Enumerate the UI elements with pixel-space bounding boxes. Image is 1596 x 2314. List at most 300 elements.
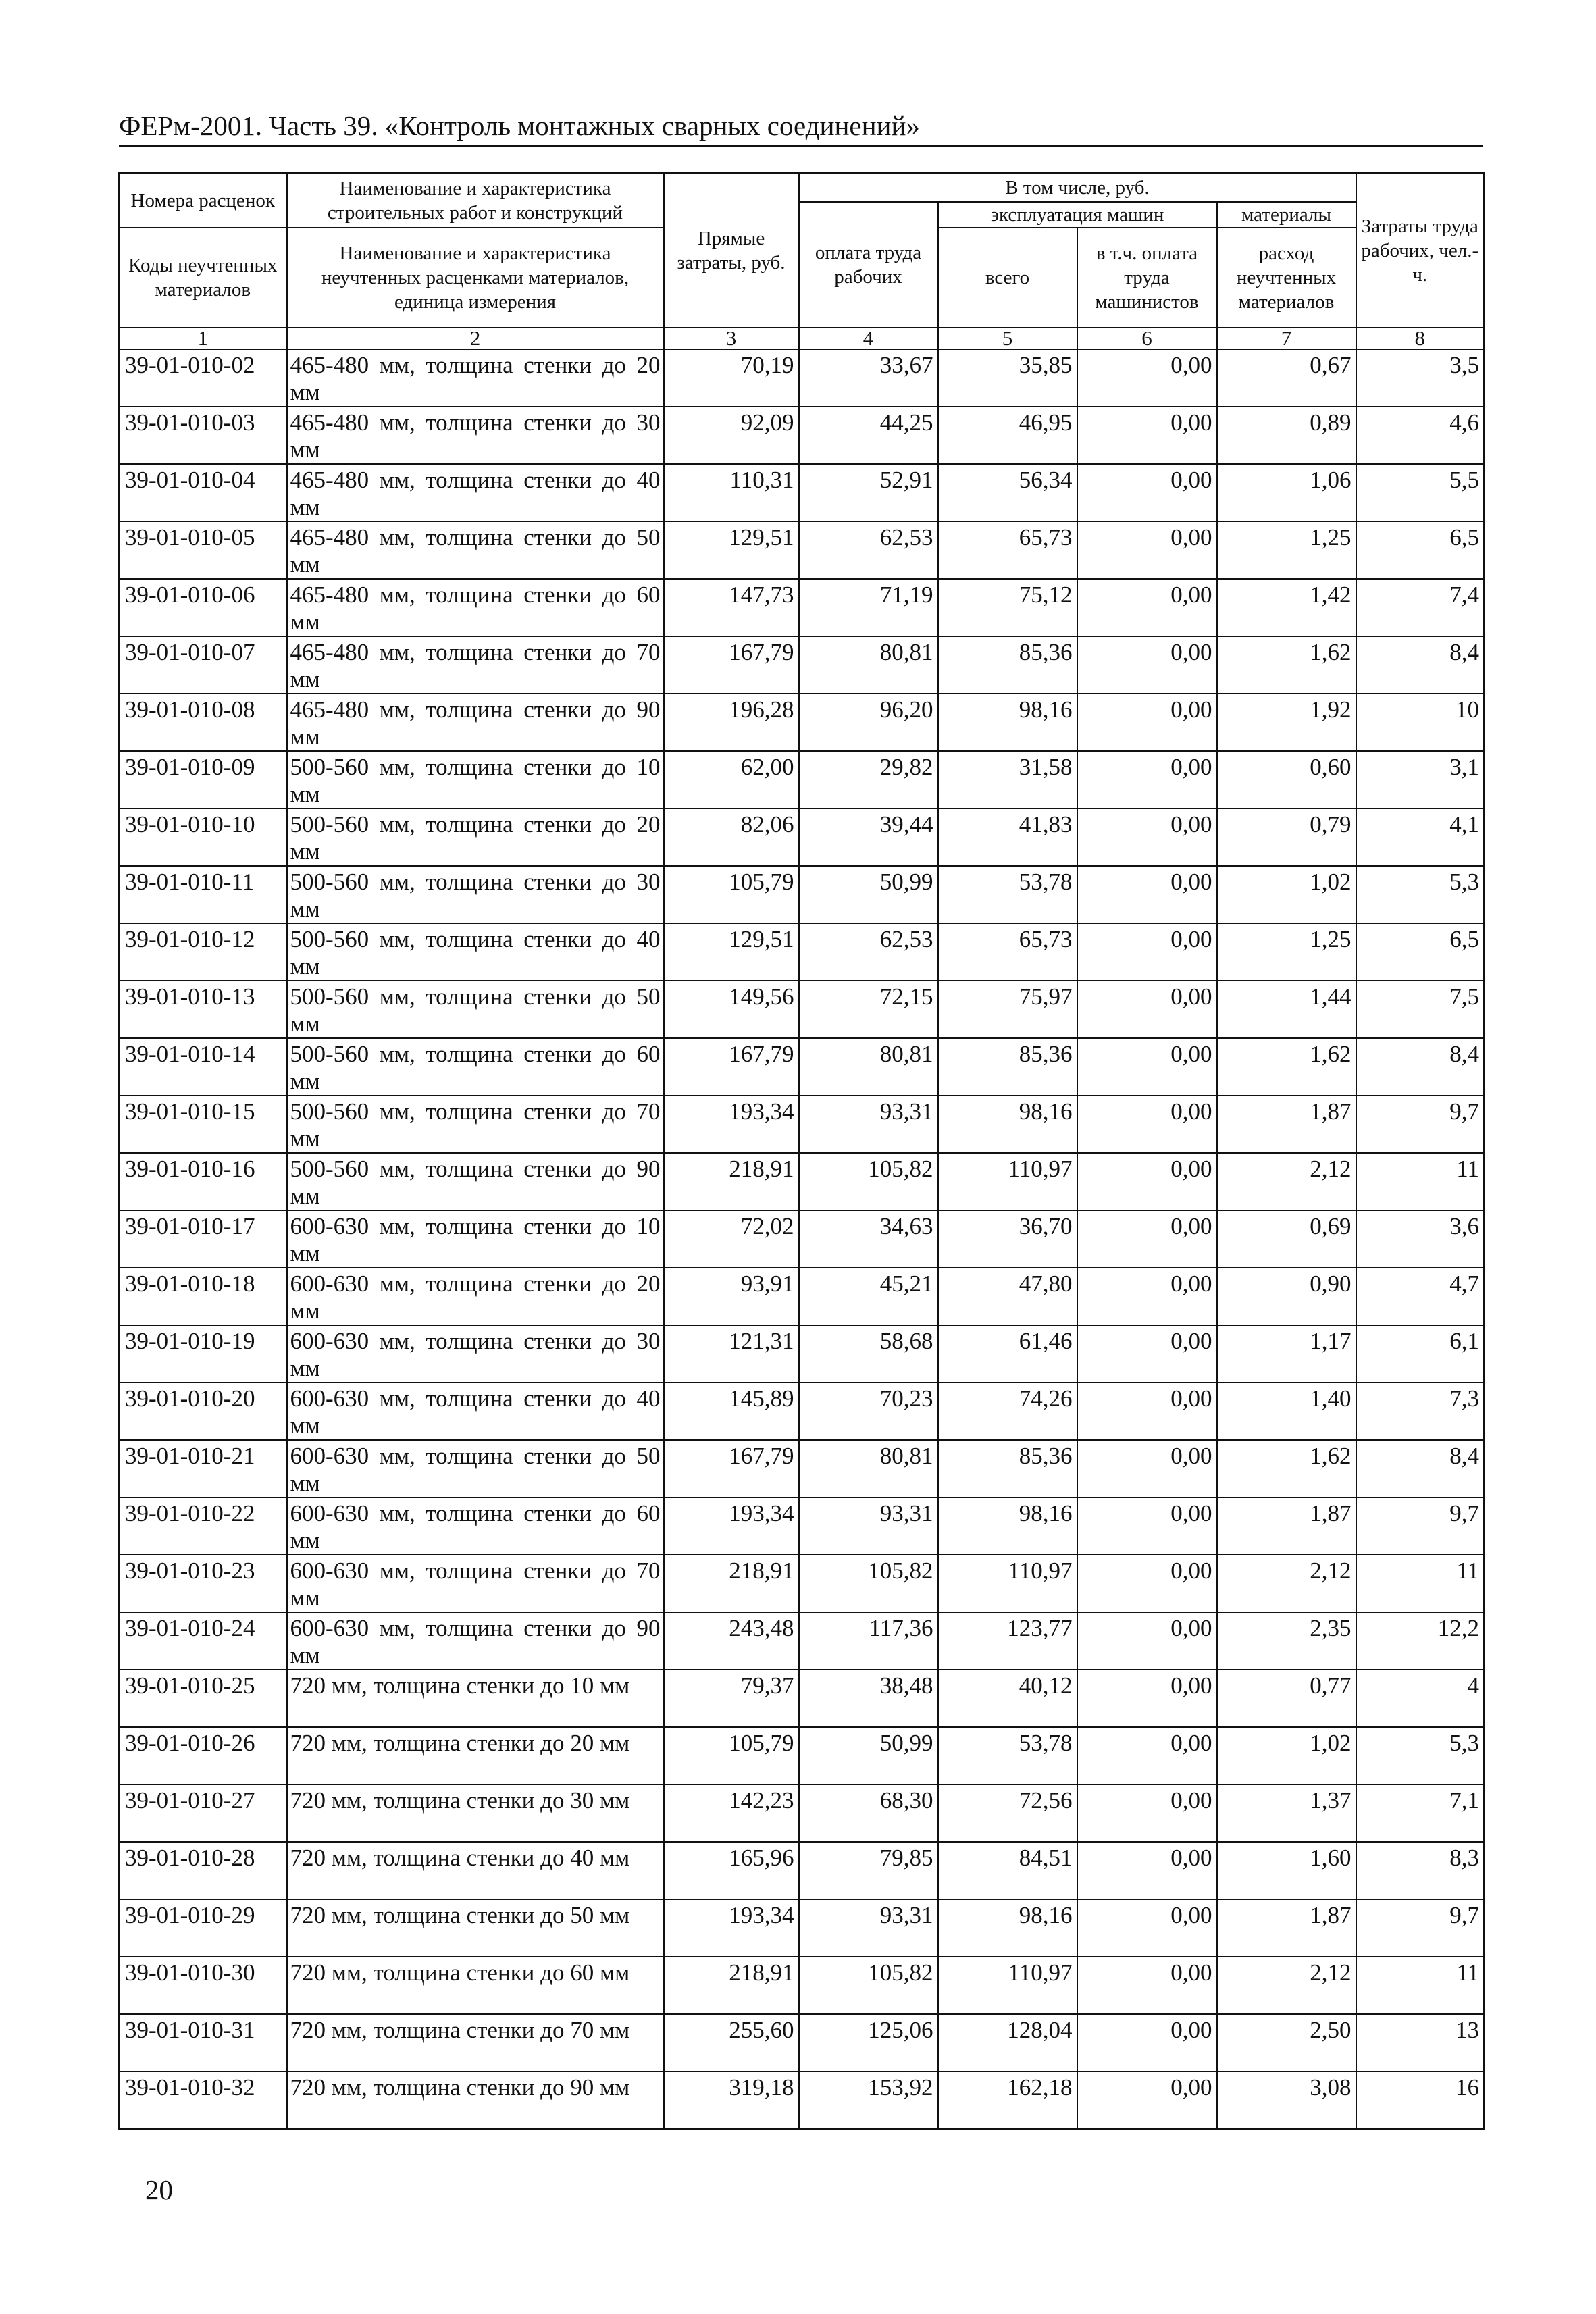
column-number: 1 bbox=[119, 328, 287, 349]
labor-pay-cell: 105,82 bbox=[799, 1555, 938, 1612]
direct-costs-cell: 193,34 bbox=[664, 1899, 799, 1957]
operator-pay-cell: 0,00 bbox=[1077, 1612, 1217, 1670]
direct-costs-cell: 142,23 bbox=[664, 1784, 799, 1842]
work-description-cell: 500-560 мм, толщина стенки до 50 мм bbox=[287, 981, 664, 1038]
table-row bbox=[119, 1784, 1485, 1842]
direct-costs-cell: 79,37 bbox=[664, 1670, 799, 1727]
machines-total-cell: 36,70 bbox=[938, 1210, 1077, 1268]
labor-hours-cell: 11 bbox=[1356, 1957, 1485, 2014]
price-table bbox=[118, 172, 1485, 2130]
table-row bbox=[119, 1497, 1485, 1555]
machines-total-cell: 74,26 bbox=[938, 1383, 1077, 1440]
machines-total-cell: 98,16 bbox=[938, 1497, 1077, 1555]
rate-code-cell: 39-01-010-15 bbox=[119, 1096, 287, 1153]
labor-hours-cell: 3,6 bbox=[1356, 1210, 1485, 1268]
rate-code-cell: 39-01-010-03 bbox=[119, 407, 287, 464]
work-description-cell: 500-560 мм, толщина стенки до 20 мм bbox=[287, 808, 664, 866]
head-rate-numbers: Номера расценок bbox=[119, 174, 287, 228]
machines-total-cell: 98,16 bbox=[938, 1096, 1077, 1153]
rate-code-cell: 39-01-010-20 bbox=[119, 1383, 287, 1440]
materials-cell: 1,87 bbox=[1217, 1096, 1356, 1153]
machines-total-cell: 123,77 bbox=[938, 1612, 1077, 1670]
table-row bbox=[119, 579, 1485, 636]
labor-pay-cell: 80,81 bbox=[799, 1038, 938, 1096]
operator-pay-cell: 0,00 bbox=[1077, 349, 1217, 407]
materials-cell: 1,62 bbox=[1217, 636, 1356, 694]
work-description-cell: 720 мм, толщина стенки до 30 мм bbox=[287, 1784, 664, 1842]
rate-code-cell: 39-01-010-04 bbox=[119, 464, 287, 521]
rate-code-cell: 39-01-010-07 bbox=[119, 636, 287, 694]
labor-hours-cell: 6,1 bbox=[1356, 1325, 1485, 1383]
labor-pay-cell: 72,15 bbox=[799, 981, 938, 1038]
rate-code-cell: 39-01-010-18 bbox=[119, 1268, 287, 1325]
work-description-cell: 500-560 мм, толщина стенки до 70 мм bbox=[287, 1096, 664, 1153]
head-labor-hours: Затраты труда рабочих, чел.-ч. bbox=[1356, 174, 1485, 328]
direct-costs-cell: 193,34 bbox=[664, 1497, 799, 1555]
direct-costs-cell: 193,34 bbox=[664, 1096, 799, 1153]
labor-pay-cell: 79,85 bbox=[799, 1842, 938, 1899]
operator-pay-cell: 0,00 bbox=[1077, 1957, 1217, 2014]
table-row bbox=[119, 349, 1485, 407]
column-number: 7 bbox=[1217, 328, 1356, 349]
column-number: 2 bbox=[287, 328, 664, 349]
direct-costs-cell: 105,79 bbox=[664, 1727, 799, 1784]
head-unaccounted-materials-use: расход неучтенных материалов bbox=[1217, 228, 1356, 328]
table-row bbox=[119, 1670, 1485, 1727]
machines-total-cell: 61,46 bbox=[938, 1325, 1077, 1383]
machines-total-cell: 75,12 bbox=[938, 579, 1077, 636]
rate-code-cell: 39-01-010-30 bbox=[119, 1957, 287, 2014]
labor-pay-cell: 70,23 bbox=[799, 1383, 938, 1440]
direct-costs-cell: 70,19 bbox=[664, 349, 799, 407]
machines-total-cell: 65,73 bbox=[938, 521, 1077, 579]
head-materials: материалы bbox=[1217, 202, 1356, 228]
labor-hours-cell: 8,4 bbox=[1356, 1440, 1485, 1497]
labor-pay-cell: 39,44 bbox=[799, 808, 938, 866]
direct-costs-cell: 218,91 bbox=[664, 1555, 799, 1612]
labor-hours-cell: 10 bbox=[1356, 694, 1485, 751]
table-row bbox=[119, 1210, 1485, 1268]
table-row bbox=[119, 1383, 1485, 1440]
rate-code-cell: 39-01-010-22 bbox=[119, 1497, 287, 1555]
labor-hours-cell: 7,1 bbox=[1356, 1784, 1485, 1842]
labor-hours-cell: 3,1 bbox=[1356, 751, 1485, 808]
head-machines-total: всего bbox=[938, 228, 1077, 328]
head-labor-pay: оплата труда рабочих bbox=[799, 202, 938, 328]
rate-code-cell: 39-01-010-26 bbox=[119, 1727, 287, 1784]
operator-pay-cell: 0,00 bbox=[1077, 1383, 1217, 1440]
materials-cell: 1,42 bbox=[1217, 579, 1356, 636]
labor-pay-cell: 29,82 bbox=[799, 751, 938, 808]
operator-pay-cell: 0,00 bbox=[1077, 2072, 1217, 2129]
work-description-cell: 600-630 мм, толщина стенки до 90 мм bbox=[287, 1612, 664, 1670]
machines-total-cell: 110,97 bbox=[938, 1555, 1077, 1612]
labor-hours-cell: 11 bbox=[1356, 1555, 1485, 1612]
labor-pay-cell: 34,63 bbox=[799, 1210, 938, 1268]
work-description-cell: 465-480 мм, толщина стенки до 90 мм bbox=[287, 694, 664, 751]
labor-hours-cell: 5,5 bbox=[1356, 464, 1485, 521]
labor-pay-cell: 62,53 bbox=[799, 923, 938, 981]
rate-code-cell: 39-01-010-05 bbox=[119, 521, 287, 579]
rate-code-cell: 39-01-010-32 bbox=[119, 2072, 287, 2129]
materials-cell: 0,77 bbox=[1217, 1670, 1356, 1727]
operator-pay-cell: 0,00 bbox=[1077, 1497, 1217, 1555]
materials-cell: 3,08 bbox=[1217, 2072, 1356, 2129]
materials-cell: 2,12 bbox=[1217, 1555, 1356, 1612]
work-description-cell: 600-630 мм, толщина стенки до 70 мм bbox=[287, 1555, 664, 1612]
machines-total-cell: 98,16 bbox=[938, 1899, 1077, 1957]
operator-pay-cell: 0,00 bbox=[1077, 1038, 1217, 1096]
machines-total-cell: 98,16 bbox=[938, 694, 1077, 751]
labor-pay-cell: 62,53 bbox=[799, 521, 938, 579]
rate-code-cell: 39-01-010-23 bbox=[119, 1555, 287, 1612]
labor-hours-cell: 4,1 bbox=[1356, 808, 1485, 866]
materials-cell: 1,44 bbox=[1217, 981, 1356, 1038]
labor-hours-cell: 3,5 bbox=[1356, 349, 1485, 407]
labor-pay-cell: 125,06 bbox=[799, 2014, 938, 2072]
labor-pay-cell: 80,81 bbox=[799, 1440, 938, 1497]
materials-cell: 0,90 bbox=[1217, 1268, 1356, 1325]
table-row bbox=[119, 1899, 1485, 1957]
operator-pay-cell: 0,00 bbox=[1077, 1325, 1217, 1383]
labor-hours-cell: 16 bbox=[1356, 2072, 1485, 2129]
rate-code-cell: 39-01-010-14 bbox=[119, 1038, 287, 1096]
labor-pay-cell: 68,30 bbox=[799, 1784, 938, 1842]
labor-hours-cell: 11 bbox=[1356, 1153, 1485, 1210]
direct-costs-cell: 167,79 bbox=[664, 1440, 799, 1497]
column-number: 8 bbox=[1356, 328, 1485, 349]
materials-cell: 2,35 bbox=[1217, 1612, 1356, 1670]
table-row bbox=[119, 521, 1485, 579]
table-row bbox=[119, 1325, 1485, 1383]
machines-total-cell: 65,73 bbox=[938, 923, 1077, 981]
head-unaccounted-material-codes: Коды неучтенных материалов bbox=[119, 228, 287, 328]
materials-cell: 2,12 bbox=[1217, 1153, 1356, 1210]
materials-cell: 1,40 bbox=[1217, 1383, 1356, 1440]
direct-costs-cell: 93,91 bbox=[664, 1268, 799, 1325]
table-row bbox=[119, 1555, 1485, 1612]
labor-pay-cell: 58,68 bbox=[799, 1325, 938, 1383]
labor-hours-cell: 6,5 bbox=[1356, 521, 1485, 579]
labor-pay-cell: 44,25 bbox=[799, 407, 938, 464]
labor-hours-cell: 8,4 bbox=[1356, 636, 1485, 694]
table-row bbox=[119, 751, 1485, 808]
table-row bbox=[119, 1440, 1485, 1497]
rate-code-cell: 39-01-010-02 bbox=[119, 349, 287, 407]
materials-cell: 1,02 bbox=[1217, 866, 1356, 923]
operator-pay-cell: 0,00 bbox=[1077, 1899, 1217, 1957]
table-row bbox=[119, 1096, 1485, 1153]
table-row bbox=[119, 1153, 1485, 1210]
materials-cell: 1,17 bbox=[1217, 1325, 1356, 1383]
column-number: 5 bbox=[938, 328, 1077, 349]
machines-total-cell: 53,78 bbox=[938, 866, 1077, 923]
direct-costs-cell: 129,51 bbox=[664, 923, 799, 981]
work-description-cell: 720 мм, толщина стенки до 50 мм bbox=[287, 1899, 664, 1957]
machines-total-cell: 128,04 bbox=[938, 2014, 1077, 2072]
column-number: 3 bbox=[664, 328, 799, 349]
operator-pay-cell: 0,00 bbox=[1077, 464, 1217, 521]
rate-code-cell: 39-01-010-11 bbox=[119, 866, 287, 923]
operator-pay-cell: 0,00 bbox=[1077, 407, 1217, 464]
materials-cell: 1,87 bbox=[1217, 1497, 1356, 1555]
table-head bbox=[119, 174, 1485, 349]
table-body bbox=[119, 349, 1485, 2129]
direct-costs-cell: 62,00 bbox=[664, 751, 799, 808]
work-description-cell: 465-480 мм, толщина стенки до 50 мм bbox=[287, 521, 664, 579]
direct-costs-cell: 110,31 bbox=[664, 464, 799, 521]
table-row bbox=[119, 464, 1485, 521]
head-operator-pay: в т.ч. оплата труда машинистов bbox=[1077, 228, 1217, 328]
page-number: 20 bbox=[145, 2174, 173, 2205]
work-description-cell: 600-630 мм, толщина стенки до 50 мм bbox=[287, 1440, 664, 1497]
labor-hours-cell: 7,4 bbox=[1356, 579, 1485, 636]
labor-pay-cell: 50,99 bbox=[799, 866, 938, 923]
table-row bbox=[119, 2014, 1485, 2072]
direct-costs-cell: 82,06 bbox=[664, 808, 799, 866]
machines-total-cell: 41,83 bbox=[938, 808, 1077, 866]
header-rule bbox=[119, 145, 1483, 147]
rate-code-cell: 39-01-010-28 bbox=[119, 1842, 287, 1899]
direct-costs-cell: 72,02 bbox=[664, 1210, 799, 1268]
operator-pay-cell: 0,00 bbox=[1077, 1210, 1217, 1268]
machines-total-cell: 110,97 bbox=[938, 1153, 1077, 1210]
operator-pay-cell: 0,00 bbox=[1077, 694, 1217, 751]
head-group-including: В том числе, руб. bbox=[799, 174, 1356, 202]
operator-pay-cell: 0,00 bbox=[1077, 2014, 1217, 2072]
page-header: ФЕРм-2001. Часть 39. «Контроль монтажных сварных соединений» bbox=[119, 110, 920, 141]
head-unaccounted-material-names: Наименование и характеристика неучтенных расценками материалов, единица измерения bbox=[287, 228, 664, 328]
rate-code-cell: 39-01-010-12 bbox=[119, 923, 287, 981]
work-description-cell: 600-630 мм, толщина стенки до 10 мм bbox=[287, 1210, 664, 1268]
work-description-cell: 465-480 мм, толщина стенки до 70 мм bbox=[287, 636, 664, 694]
labor-hours-cell: 7,5 bbox=[1356, 981, 1485, 1038]
labor-pay-cell: 71,19 bbox=[799, 579, 938, 636]
rate-code-cell: 39-01-010-24 bbox=[119, 1612, 287, 1670]
operator-pay-cell: 0,00 bbox=[1077, 808, 1217, 866]
head-work-name: Наименование и характеристика строительных работ и конструкций bbox=[287, 174, 664, 228]
materials-cell: 1,25 bbox=[1217, 521, 1356, 579]
direct-costs-cell: 167,79 bbox=[664, 636, 799, 694]
direct-costs-cell: 196,28 bbox=[664, 694, 799, 751]
labor-pay-cell: 153,92 bbox=[799, 2072, 938, 2129]
labor-pay-cell: 105,82 bbox=[799, 1957, 938, 2014]
labor-pay-cell: 50,99 bbox=[799, 1727, 938, 1784]
labor-pay-cell: 45,21 bbox=[799, 1268, 938, 1325]
machines-total-cell: 110,97 bbox=[938, 1957, 1077, 2014]
operator-pay-cell: 0,00 bbox=[1077, 1842, 1217, 1899]
table-row bbox=[119, 866, 1485, 923]
direct-costs-cell: 149,56 bbox=[664, 981, 799, 1038]
work-description-cell: 500-560 мм, толщина стенки до 30 мм bbox=[287, 866, 664, 923]
operator-pay-cell: 0,00 bbox=[1077, 1268, 1217, 1325]
labor-pay-cell: 93,31 bbox=[799, 1497, 938, 1555]
direct-costs-cell: 105,79 bbox=[664, 866, 799, 923]
labor-pay-cell: 105,82 bbox=[799, 1153, 938, 1210]
labor-pay-cell: 93,31 bbox=[799, 1899, 938, 1957]
materials-cell: 0,60 bbox=[1217, 751, 1356, 808]
labor-hours-cell: 5,3 bbox=[1356, 1727, 1485, 1784]
machines-total-cell: 85,36 bbox=[938, 636, 1077, 694]
table-row bbox=[119, 1612, 1485, 1670]
table-row bbox=[119, 808, 1485, 866]
column-number-row bbox=[119, 328, 1485, 349]
operator-pay-cell: 0,00 bbox=[1077, 579, 1217, 636]
work-description-cell: 500-560 мм, толщина стенки до 40 мм bbox=[287, 923, 664, 981]
machines-total-cell: 84,51 bbox=[938, 1842, 1077, 1899]
work-description-cell: 720 мм, толщина стенки до 10 мм bbox=[287, 1670, 664, 1727]
work-description-cell: 720 мм, толщина стенки до 20 мм bbox=[287, 1727, 664, 1784]
rate-code-cell: 39-01-010-06 bbox=[119, 579, 287, 636]
work-description-cell: 465-480 мм, толщина стенки до 20 мм bbox=[287, 349, 664, 407]
table-row bbox=[119, 923, 1485, 981]
materials-cell: 1,62 bbox=[1217, 1038, 1356, 1096]
direct-costs-cell: 167,79 bbox=[664, 1038, 799, 1096]
work-description-cell: 500-560 мм, толщина стенки до 90 мм bbox=[287, 1153, 664, 1210]
rate-code-cell: 39-01-010-16 bbox=[119, 1153, 287, 1210]
work-description-cell: 500-560 мм, толщина стенки до 10 мм bbox=[287, 751, 664, 808]
materials-cell: 1,06 bbox=[1217, 464, 1356, 521]
labor-pay-cell: 96,20 bbox=[799, 694, 938, 751]
machines-total-cell: 53,78 bbox=[938, 1727, 1077, 1784]
labor-hours-cell: 6,5 bbox=[1356, 923, 1485, 981]
labor-hours-cell: 8,4 bbox=[1356, 1038, 1485, 1096]
table-row bbox=[119, 1957, 1485, 2014]
head-machine-operation: эксплуатация машин bbox=[938, 202, 1217, 228]
table-row bbox=[119, 636, 1485, 694]
labor-hours-cell: 13 bbox=[1356, 2014, 1485, 2072]
operator-pay-cell: 0,00 bbox=[1077, 521, 1217, 579]
rate-code-cell: 39-01-010-17 bbox=[119, 1210, 287, 1268]
direct-costs-cell: 92,09 bbox=[664, 407, 799, 464]
operator-pay-cell: 0,00 bbox=[1077, 1096, 1217, 1153]
table-row bbox=[119, 1727, 1485, 1784]
machines-total-cell: 40,12 bbox=[938, 1670, 1077, 1727]
rate-code-cell: 39-01-010-25 bbox=[119, 1670, 287, 1727]
materials-cell: 1,02 bbox=[1217, 1727, 1356, 1784]
operator-pay-cell: 0,00 bbox=[1077, 981, 1217, 1038]
materials-cell: 0,67 bbox=[1217, 349, 1356, 407]
materials-cell: 1,60 bbox=[1217, 1842, 1356, 1899]
materials-cell: 0,89 bbox=[1217, 407, 1356, 464]
labor-hours-cell: 5,3 bbox=[1356, 866, 1485, 923]
work-description-cell: 600-630 мм, толщина стенки до 60 мм bbox=[287, 1497, 664, 1555]
work-description-cell: 600-630 мм, толщина стенки до 40 мм bbox=[287, 1383, 664, 1440]
rate-code-cell: 39-01-010-09 bbox=[119, 751, 287, 808]
materials-cell: 1,37 bbox=[1217, 1784, 1356, 1842]
work-description-cell: 600-630 мм, толщина стенки до 20 мм bbox=[287, 1268, 664, 1325]
materials-cell: 1,87 bbox=[1217, 1899, 1356, 1957]
rate-code-cell: 39-01-010-27 bbox=[119, 1784, 287, 1842]
table-row bbox=[119, 981, 1485, 1038]
work-description-cell: 465-480 мм, толщина стенки до 30 мм bbox=[287, 407, 664, 464]
labor-hours-cell: 4,7 bbox=[1356, 1268, 1485, 1325]
rate-code-cell: 39-01-010-19 bbox=[119, 1325, 287, 1383]
operator-pay-cell: 0,00 bbox=[1077, 1153, 1217, 1210]
column-number: 4 bbox=[799, 328, 938, 349]
labor-hours-cell: 12,2 bbox=[1356, 1612, 1485, 1670]
operator-pay-cell: 0,00 bbox=[1077, 866, 1217, 923]
work-description-cell: 720 мм, толщина стенки до 40 мм bbox=[287, 1842, 664, 1899]
operator-pay-cell: 0,00 bbox=[1077, 1670, 1217, 1727]
direct-costs-cell: 147,73 bbox=[664, 579, 799, 636]
direct-costs-cell: 145,89 bbox=[664, 1383, 799, 1440]
machines-total-cell: 72,56 bbox=[938, 1784, 1077, 1842]
materials-cell: 0,69 bbox=[1217, 1210, 1356, 1268]
labor-pay-cell: 52,91 bbox=[799, 464, 938, 521]
labor-hours-cell: 9,7 bbox=[1356, 1899, 1485, 1957]
labor-hours-cell: 9,7 bbox=[1356, 1497, 1485, 1555]
materials-cell: 0,79 bbox=[1217, 808, 1356, 866]
head-direct-costs: Прямые затраты, руб. bbox=[664, 174, 799, 328]
machines-total-cell: 85,36 bbox=[938, 1440, 1077, 1497]
table-row bbox=[119, 1268, 1485, 1325]
direct-costs-cell: 129,51 bbox=[664, 521, 799, 579]
materials-cell: 2,50 bbox=[1217, 2014, 1356, 2072]
operator-pay-cell: 0,00 bbox=[1077, 1784, 1217, 1842]
work-description-cell: 720 мм, толщина стенки до 70 мм bbox=[287, 2014, 664, 2072]
operator-pay-cell: 0,00 bbox=[1077, 1727, 1217, 1784]
column-number: 6 bbox=[1077, 328, 1217, 349]
work-description-cell: 720 мм, толщина стенки до 90 мм bbox=[287, 2072, 664, 2129]
machines-total-cell: 162,18 bbox=[938, 2072, 1077, 2129]
rate-code-cell: 39-01-010-21 bbox=[119, 1440, 287, 1497]
direct-costs-cell: 165,96 bbox=[664, 1842, 799, 1899]
direct-costs-cell: 218,91 bbox=[664, 1153, 799, 1210]
machines-total-cell: 75,97 bbox=[938, 981, 1077, 1038]
operator-pay-cell: 0,00 bbox=[1077, 923, 1217, 981]
labor-hours-cell: 7,3 bbox=[1356, 1383, 1485, 1440]
rate-code-cell: 39-01-010-10 bbox=[119, 808, 287, 866]
direct-costs-cell: 255,60 bbox=[664, 2014, 799, 2072]
work-description-cell: 720 мм, толщина стенки до 60 мм bbox=[287, 1957, 664, 2014]
machines-total-cell: 85,36 bbox=[938, 1038, 1077, 1096]
table-row bbox=[119, 694, 1485, 751]
machines-total-cell: 46,95 bbox=[938, 407, 1077, 464]
labor-pay-cell: 33,67 bbox=[799, 349, 938, 407]
labor-pay-cell: 117,36 bbox=[799, 1612, 938, 1670]
machines-total-cell: 47,80 bbox=[938, 1268, 1077, 1325]
machines-total-cell: 56,34 bbox=[938, 464, 1077, 521]
direct-costs-cell: 121,31 bbox=[664, 1325, 799, 1383]
operator-pay-cell: 0,00 bbox=[1077, 636, 1217, 694]
materials-cell: 1,25 bbox=[1217, 923, 1356, 981]
direct-costs-cell: 319,18 bbox=[664, 2072, 799, 2129]
machines-total-cell: 31,58 bbox=[938, 751, 1077, 808]
labor-pay-cell: 80,81 bbox=[799, 636, 938, 694]
direct-costs-cell: 243,48 bbox=[664, 1612, 799, 1670]
labor-pay-cell: 93,31 bbox=[799, 1096, 938, 1153]
rate-code-cell: 39-01-010-29 bbox=[119, 1899, 287, 1957]
rate-code-cell: 39-01-010-13 bbox=[119, 981, 287, 1038]
operator-pay-cell: 0,00 bbox=[1077, 1555, 1217, 1612]
operator-pay-cell: 0,00 bbox=[1077, 1440, 1217, 1497]
table-row bbox=[119, 2072, 1485, 2129]
labor-hours-cell: 8,3 bbox=[1356, 1842, 1485, 1899]
materials-cell: 1,62 bbox=[1217, 1440, 1356, 1497]
labor-hours-cell: 9,7 bbox=[1356, 1096, 1485, 1153]
labor-pay-cell: 38,48 bbox=[799, 1670, 938, 1727]
work-description-cell: 600-630 мм, толщина стенки до 30 мм bbox=[287, 1325, 664, 1383]
operator-pay-cell: 0,00 bbox=[1077, 751, 1217, 808]
labor-hours-cell: 4,6 bbox=[1356, 407, 1485, 464]
machines-total-cell: 35,85 bbox=[938, 349, 1077, 407]
direct-costs-cell: 218,91 bbox=[664, 1957, 799, 2014]
labor-hours-cell: 4 bbox=[1356, 1670, 1485, 1727]
materials-cell: 2,12 bbox=[1217, 1957, 1356, 2014]
work-description-cell: 465-480 мм, толщина стенки до 60 мм bbox=[287, 579, 664, 636]
table-row bbox=[119, 1038, 1485, 1096]
